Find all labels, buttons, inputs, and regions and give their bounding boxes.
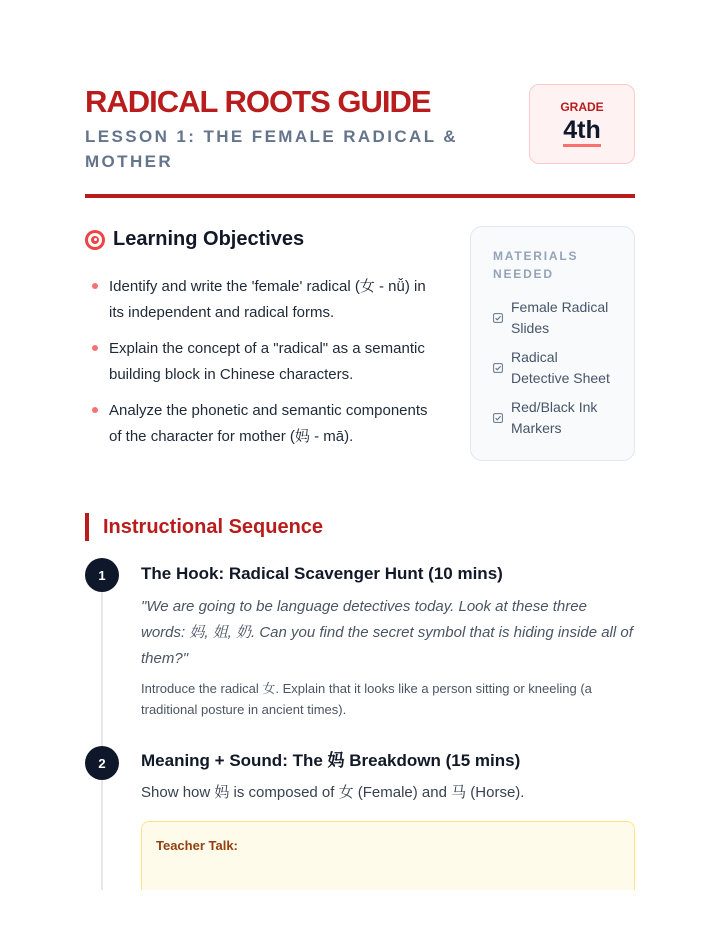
- page-header: [85, 82, 635, 198]
- checkbox-icon: [493, 363, 503, 373]
- step-number: 2: [85, 746, 119, 780]
- materials-list: [493, 297, 618, 439]
- bullet-icon: [92, 407, 98, 413]
- step-note: Introduce the radical 女. Explain that it looks like a person sitting or kneeling (a traditional posture in ancient times).: [141, 681, 592, 717]
- objectives-list: [90, 274, 442, 460]
- objectives-heading: [85, 228, 304, 251]
- objective-item: Identify and write the 'female' radical (女 - nǚ) in its independent and radical forms.: [90, 274, 442, 326]
- step-title: Meaning + Sound: The 妈 Breakdown (15 mins): [141, 751, 521, 770]
- material-item: Female Radical Slides: [493, 297, 618, 339]
- material-item: Red/Black Ink Markers: [493, 397, 618, 439]
- step-description: Show how 妈 is composed of 女 (Female) and 马 (Horse).: [141, 784, 525, 801]
- materials-panel: [470, 226, 635, 461]
- page-bottom-margin: [0, 890, 720, 932]
- lesson-subtitle: LESSON 1: THE FEMALE RADICAL & MOTHER: [85, 127, 458, 171]
- materials-title: MATERIALS NEEDED: [493, 249, 579, 281]
- grade-label: GRADE: [560, 100, 604, 114]
- step-quote: "We are going to be language detectives today. Look at these three words: 妈, 姐, 奶. Can you find the secret symbol that is hiding inside all of them?": [141, 598, 633, 667]
- timeline-line: [101, 575, 103, 895]
- objective-item: Analyze the phonetic and semantic components of the character for mother (妈 - mā).: [90, 398, 442, 450]
- checkbox-icon: [493, 413, 503, 423]
- bullet-icon: [92, 345, 98, 351]
- teacher-talk-label: Teacher Talk:: [156, 838, 238, 853]
- step-title: The Hook: Radical Scavenger Hunt (10 mins): [141, 564, 503, 583]
- step-1: [141, 562, 635, 720]
- target-icon: [85, 230, 105, 250]
- objective-item: Explain the concept of a "radical" as a semantic building block in Chinese characters.: [90, 336, 442, 388]
- checkbox-icon: [493, 313, 503, 323]
- material-item: Radical Detective Sheet: [493, 347, 618, 389]
- objectives-title: Learning Objectives: [113, 228, 305, 250]
- step-number: 1: [85, 558, 119, 592]
- bullet-icon: [92, 283, 98, 289]
- grade-badge: [529, 84, 635, 164]
- sequence-title: Instructional Sequence: [85, 513, 323, 541]
- step-2: [141, 749, 635, 805]
- grade-value: 4th: [563, 116, 601, 147]
- guide-title: RADICAL ROOTS GUIDE: [85, 84, 431, 119]
